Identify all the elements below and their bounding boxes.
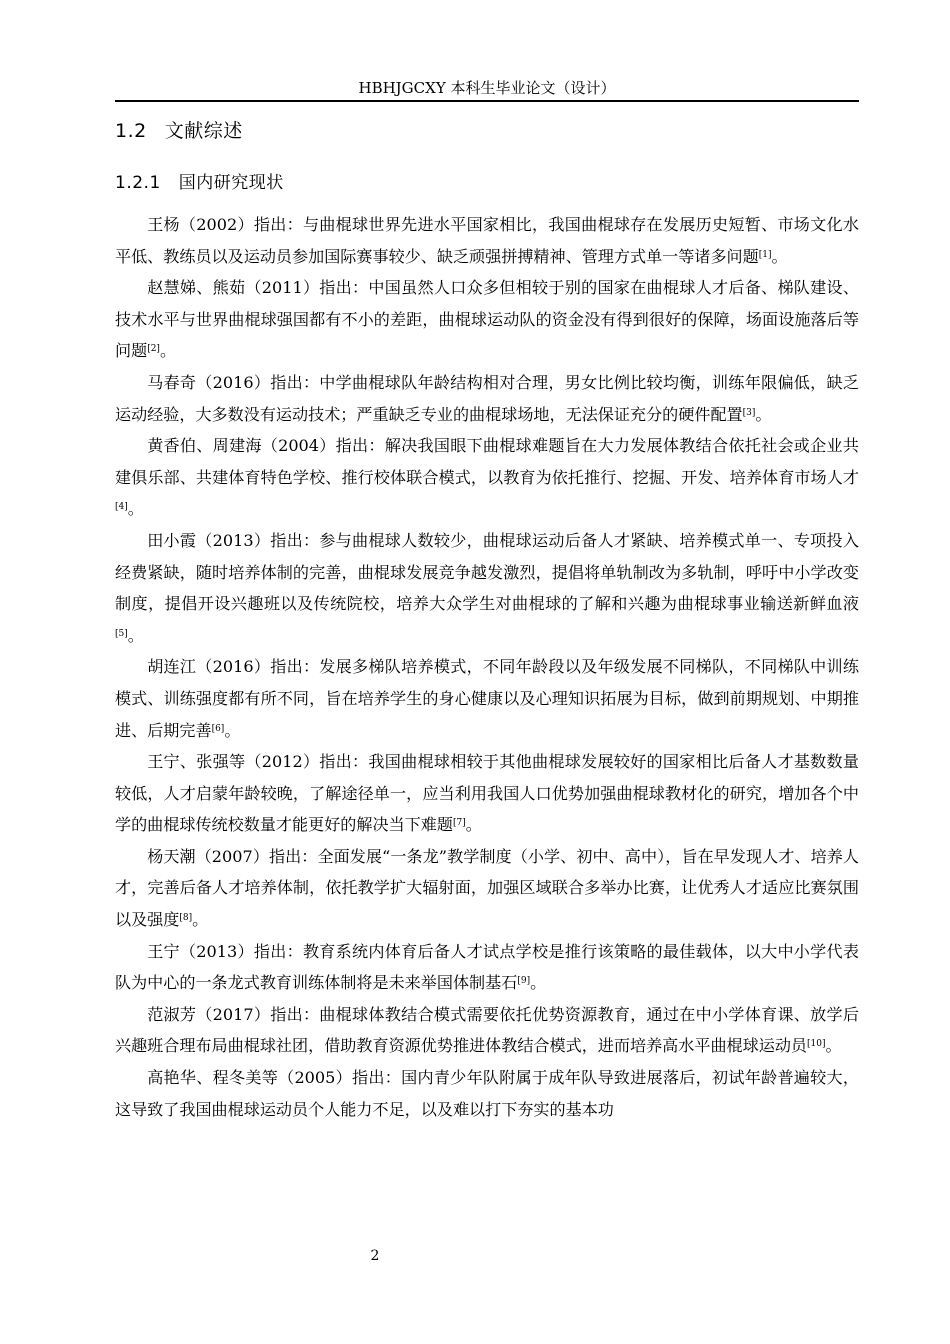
- paragraph: [115, 1062, 859, 1125]
- citation-ref: [10]: [807, 1039, 826, 1050]
- body-text: [115, 209, 859, 1125]
- subsection-title: 国内研究现状: [178, 173, 284, 193]
- paragraph: [115, 272, 859, 367]
- paragraph-text: 高艳华、程冬美等（2005）指出：国内青少年队附属于成年队导致进展落后，初试年龄普遍较大，这导致了我国曲棍球运动员个人能力不足，以及难以打下夯实的基本功: [115, 1068, 859, 1119]
- paragraph-end: 。: [465, 815, 482, 835]
- paragraph-text: 王宁（2013）指出：教育系统内体育后备人才试点学校是推行该策略的最佳载体，以大中小学代表队为中心的一条龙式教育训练体制将是未来举国体制基石: [115, 941, 859, 993]
- citation-ref: [7]: [452, 818, 466, 829]
- paragraph-end: 。: [127, 499, 144, 519]
- citation-ref: [5]: [115, 628, 128, 639]
- paragraph: [115, 936, 859, 999]
- page-number: 2: [370, 1248, 380, 1264]
- citation-ref: [1]: [758, 249, 772, 260]
- paragraph: [115, 841, 859, 936]
- subsection-number: 1.2.1: [115, 173, 161, 193]
- paragraph: [115, 430, 859, 525]
- paragraph-text: 范淑芳（2017）指出：曲棍球体教结合模式需要依托优势资源教育，通过在中小学体育课、放学后兴趣班合理布局曲棍球社团，借助教育资源优势推进体教结合模式，进而培养高水平曲棍球运动员: [115, 1004, 859, 1056]
- paragraph-text: 马春奇（2016）指出：中学曲棍球队年龄结构相对合理，男女比例比较均衡，训练年限偏低，缺乏运动经验，大多数没有运动技术；严重缺乏专业的曲棍球场地，无法保证充分的硬件配置: [115, 372, 859, 424]
- paragraph: [115, 746, 859, 841]
- citation-ref: [4]: [115, 502, 128, 513]
- citation-ref: [6]: [211, 723, 225, 734]
- citation-ref: [8]: [179, 913, 193, 924]
- paragraph-end: 。: [825, 1036, 842, 1056]
- paragraph-end: 。: [771, 246, 788, 266]
- paragraph-end: 。: [192, 910, 209, 930]
- paragraph: [115, 209, 859, 272]
- section-title: 文献综述: [164, 120, 243, 142]
- paragraph: [115, 999, 859, 1062]
- paragraph-end: 。: [224, 720, 241, 740]
- citation-ref: [9]: [517, 976, 531, 987]
- paragraph-end: 。: [127, 625, 144, 645]
- paragraph-text: 赵慧娣、熊茹（2011）指出：中国虽然人口众多但相较于别的国家在曲棍球人才后备、梯队建设、技术水平与世界曲棍球强国都有不小的差距，曲棍球运动队的资金没有得到很好的保障，场面设施落后等问题: [115, 278, 859, 361]
- paragraph-text: 王杨（2002）指出：与曲棍球世界先进水平国家相比，我国曲棍球存在发展历史短暂、市场文化水平低、教练员以及运动员参加国际赛事较少、缺乏顽强拼搏精神、管理方式单一等诸多问题: [115, 215, 859, 266]
- paragraph-text: 胡连江（2016）指出：发展多梯队培养模式，不同年龄段以及年级发展不同梯队，不同梯队中训练模式、训练强度都有所不同，旨在培养学生的身心健康以及心理知识拓展为目标，做到前期规划、中期推进、后期完善: [115, 657, 859, 740]
- subsection-heading: [115, 170, 284, 196]
- paragraph-text: 田小霞（2013）指出：参与曲棍球人数较少，曲棍球运动后备人才紧缺、培养模式单一、专项投入经费紧缺，随时培养体制的完善，曲棍球发展竞争越发激烈，提倡将单轨制改为多轨制，呼吁中小学改变制度，提倡开设兴趣班以及传统院校，培养大众学生对曲棍球的了解和兴趣为曲棍球事业输送新鲜血液: [115, 530, 859, 614]
- section-number: 1.2: [115, 120, 147, 142]
- paragraph: [115, 367, 859, 430]
- paragraph-text: 王宁、张强等（2012）指出：我国曲棍球相较于其他曲棍球发展较好的国家相比后备人才基数数量较低，人才启蒙年龄较晚，了解途径单一，应当利用我国人口优势加强曲棍球教材化的研究，增加各个中学的曲棍球传统校数量才能更好的解决当下难题: [115, 752, 859, 835]
- citation-ref: [3]: [742, 407, 756, 418]
- paragraph-end: 。: [755, 404, 772, 424]
- paragraph-end: 。: [159, 341, 177, 361]
- section-heading: [115, 117, 243, 145]
- running-header: HBHJGCXY 本科生毕业论文（设计）: [358, 79, 616, 97]
- paragraph-text: 黄香伯、周建海（2004）指出：解决我国眼下曲棍球难题旨在大力发展体教结合依托社会或企业共建俱乐部、共建体育特色学校、推行校体联合模式，以教育为依托推行、挖掘、开发、培养体育市场人才: [115, 436, 859, 487]
- header-rule: [115, 100, 859, 102]
- paragraph-text: 杨天潮（2007）指出：全面发展“一条龙”教学制度（小学、初中、高中），旨在早发现人才、培养人才，完善后备人才培养体制，依托教学扩大辐射面，加强区域联合多举办比赛，让优秀人才适应比赛氛围以及强度: [115, 846, 859, 930]
- paragraph-end: 。: [530, 973, 547, 993]
- paragraph: [115, 651, 859, 746]
- citation-ref: [2]: [147, 344, 160, 355]
- paragraph: [115, 525, 859, 651]
